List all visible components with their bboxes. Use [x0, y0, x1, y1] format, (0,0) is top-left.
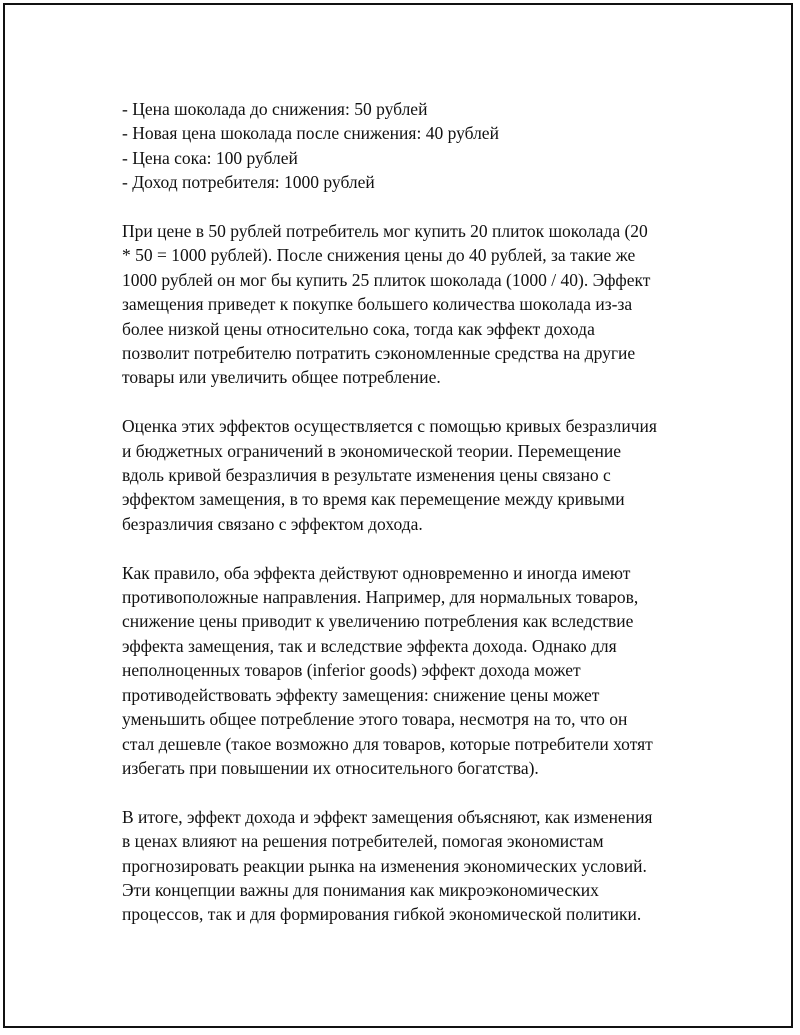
paragraph-line: вдоль кривой безразличия в результате изменения цены связано с	[122, 465, 611, 486]
paragraph-line: противодействовать эффекту замещения: снижение цены может	[122, 684, 600, 705]
paragraph-line: процессов, так и для формирования гибкой экономической политики.	[122, 904, 642, 925]
list-item: - Цена шоколада до снижения: 50 рублей	[122, 99, 428, 119]
paragraph-line: При цене в 50 рублей потребитель мог купить 20 плиток шоколада (20	[122, 221, 648, 242]
paragraph-line: замещения приведет к покупке большего количества шоколада из-за	[122, 294, 633, 315]
paragraph-line: и бюджетных ограничений в экономической теории. Перемещение	[122, 440, 621, 461]
page-frame	[3, 3, 793, 1028]
paragraph-indifference-curves	[122, 414, 697, 536]
paragraph-line: * 50 = 1000 рублей). После снижения цены до 40 рублей, за такие же	[122, 245, 636, 266]
paragraph-line: более низкой цены относительно сока, тогда как эффект дохода	[122, 318, 595, 339]
paragraph-line: безразличия связано с эффектом дохода.	[122, 513, 423, 534]
paragraph-line: Эти концепции важны для понимания как микроэкономических	[122, 879, 599, 900]
list-item: - Цена сока: 100 рублей	[122, 147, 298, 168]
paragraph-line: эффекта замещения, так и вследствие эффекта дохода. Однако для	[122, 635, 617, 656]
paragraph-line: стал дешевле (такое возможно для товаров, которые потребители хотят	[122, 733, 653, 754]
paragraph-line: в ценах влияют на решения потребителей, помогая экономистам	[122, 831, 604, 852]
document-body	[122, 97, 697, 927]
paragraph-inferior-goods	[122, 561, 697, 781]
paragraph-line: 1000 рублей он мог бы купить 25 плиток шоколада (1000 / 40). Эффект	[122, 269, 651, 290]
paragraph-line: Как правило, оба эффекта действуют одновременно и иногда имеют	[122, 562, 631, 583]
paragraph-line: эффектом замещения, в то время как перемещение между кривыми	[122, 489, 625, 510]
list-item: - Доход потребителя: 1000 рублей	[122, 172, 375, 193]
paragraph-calculation	[122, 219, 697, 390]
paragraph-line: противоположные направления. Например, для нормальных товаров,	[122, 587, 639, 608]
list-item: - Новая цена шоколада после снижения: 40 рублей	[122, 123, 499, 144]
paragraph-line: позволит потребителю потратить сэкономленные средства на другие	[122, 343, 636, 364]
paragraph-line: В итоге, эффект дохода и эффект замещения объясняют, как изменения	[122, 806, 653, 827]
paragraph-line: неполноценных товаров (inferior goods) эффект дохода может	[122, 660, 581, 681]
paragraph-line: Оценка этих эффектов осуществляется с помощью кривых безразличия	[122, 416, 657, 437]
paragraph-line: снижение цены приводит к увеличению потребления как вследствие	[122, 611, 634, 632]
given-values-list	[122, 97, 697, 195]
paragraph-line: избегать при повышении их относительного богатства).	[122, 757, 539, 778]
paragraph-line: товары или увеличить общее потребление.	[122, 367, 441, 388]
paragraph-line: уменьшить общее потребление этого товара, несмотря на то, что он	[122, 709, 628, 730]
paragraph-line: прогнозировать реакции рынка на изменения экономических условий.	[122, 855, 647, 876]
paragraph-conclusion	[122, 805, 697, 927]
